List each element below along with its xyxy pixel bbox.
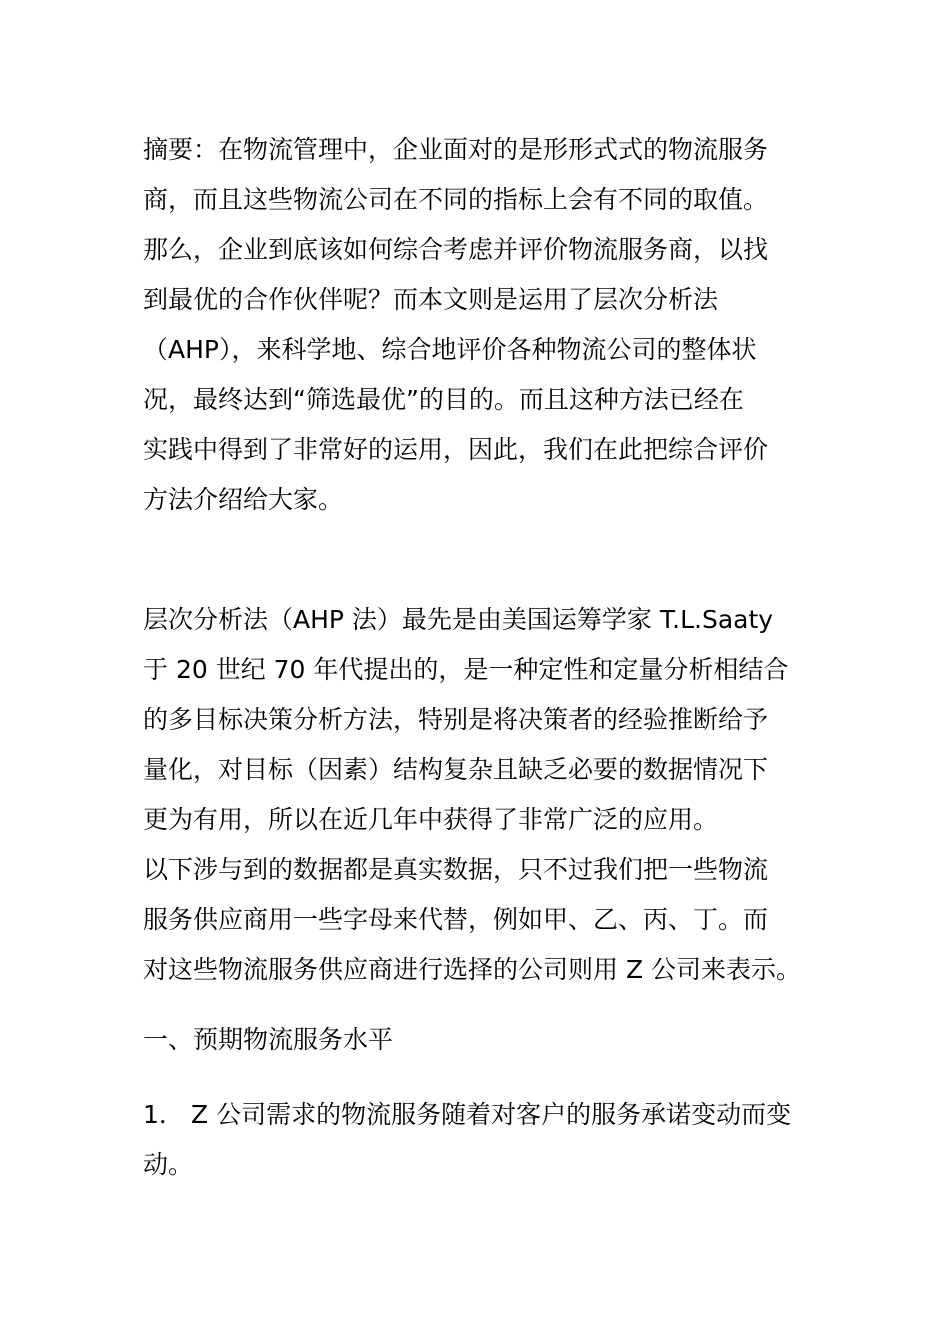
text-line: 量化，对目标（因素）结构复杂且缺乏必要的数据情况下 bbox=[143, 755, 769, 784]
data-note-paragraph bbox=[143, 845, 823, 995]
text-line: 摘要：在物流管理中，企业面对的是形形式式的物流服务 bbox=[143, 135, 769, 164]
text-line: 于 20 世纪 70 年代提出的，是一种定性和定量分析相结合 bbox=[143, 655, 789, 684]
ahp-intro-paragraph bbox=[143, 595, 823, 845]
section-heading-text: 一、预期物流服务水平 bbox=[143, 1025, 394, 1054]
list-item-text: 动。 bbox=[143, 1150, 194, 1179]
text-line: 方法介绍给大家。 bbox=[143, 485, 344, 514]
text-line: 对这些物流服务供应商进行选择的公司则用 Z 公司来表示。 bbox=[143, 955, 802, 984]
text-line: 更为有用，所以在近几年中获得了非常广泛的应用。 bbox=[143, 805, 719, 834]
list-item bbox=[143, 1090, 823, 1190]
text-line: 的多目标决策分析方法，特别是将决策者的经验推断给予 bbox=[143, 705, 769, 734]
list-item-text: Z 公司需求的物流服务随着对客户的服务承诺变动而变 bbox=[191, 1100, 792, 1129]
text-line: 商，而且这些物流公司在不同的指标上会有不同的取值。 bbox=[143, 185, 769, 214]
list-item-first-line bbox=[143, 1090, 823, 1140]
text-line: （AHP），来科学地、综合地评价各种物流公司的整体状 bbox=[143, 335, 757, 364]
list-item-number: 1． bbox=[143, 1100, 184, 1129]
text-line: 以下涉与到的数据都是真实数据，只不过我们把一些物流 bbox=[143, 855, 769, 884]
abstract-paragraph bbox=[143, 125, 823, 525]
section-heading bbox=[143, 1015, 823, 1065]
text-line: 实践中得到了非常好的运用，因此，我们在此把综合评价 bbox=[143, 435, 769, 464]
text-line: 层次分析法（AHP 法）最先是由美国运筹学家 T.L.Saaty bbox=[143, 605, 774, 634]
text-line: 到最优的合作伙伴呢？而本文则是运用了层次分析法 bbox=[143, 285, 719, 314]
text-line: 况，最终达到“筛选最优”的目的。而且这种方法已经在 bbox=[143, 385, 744, 414]
text-line: 服务供应商用一些字母来代替，例如甲、乙、丙、丁。而 bbox=[143, 905, 769, 934]
text-line: 那么，企业到底该如何综合考虑并评价物流服务商，以找 bbox=[143, 235, 769, 264]
